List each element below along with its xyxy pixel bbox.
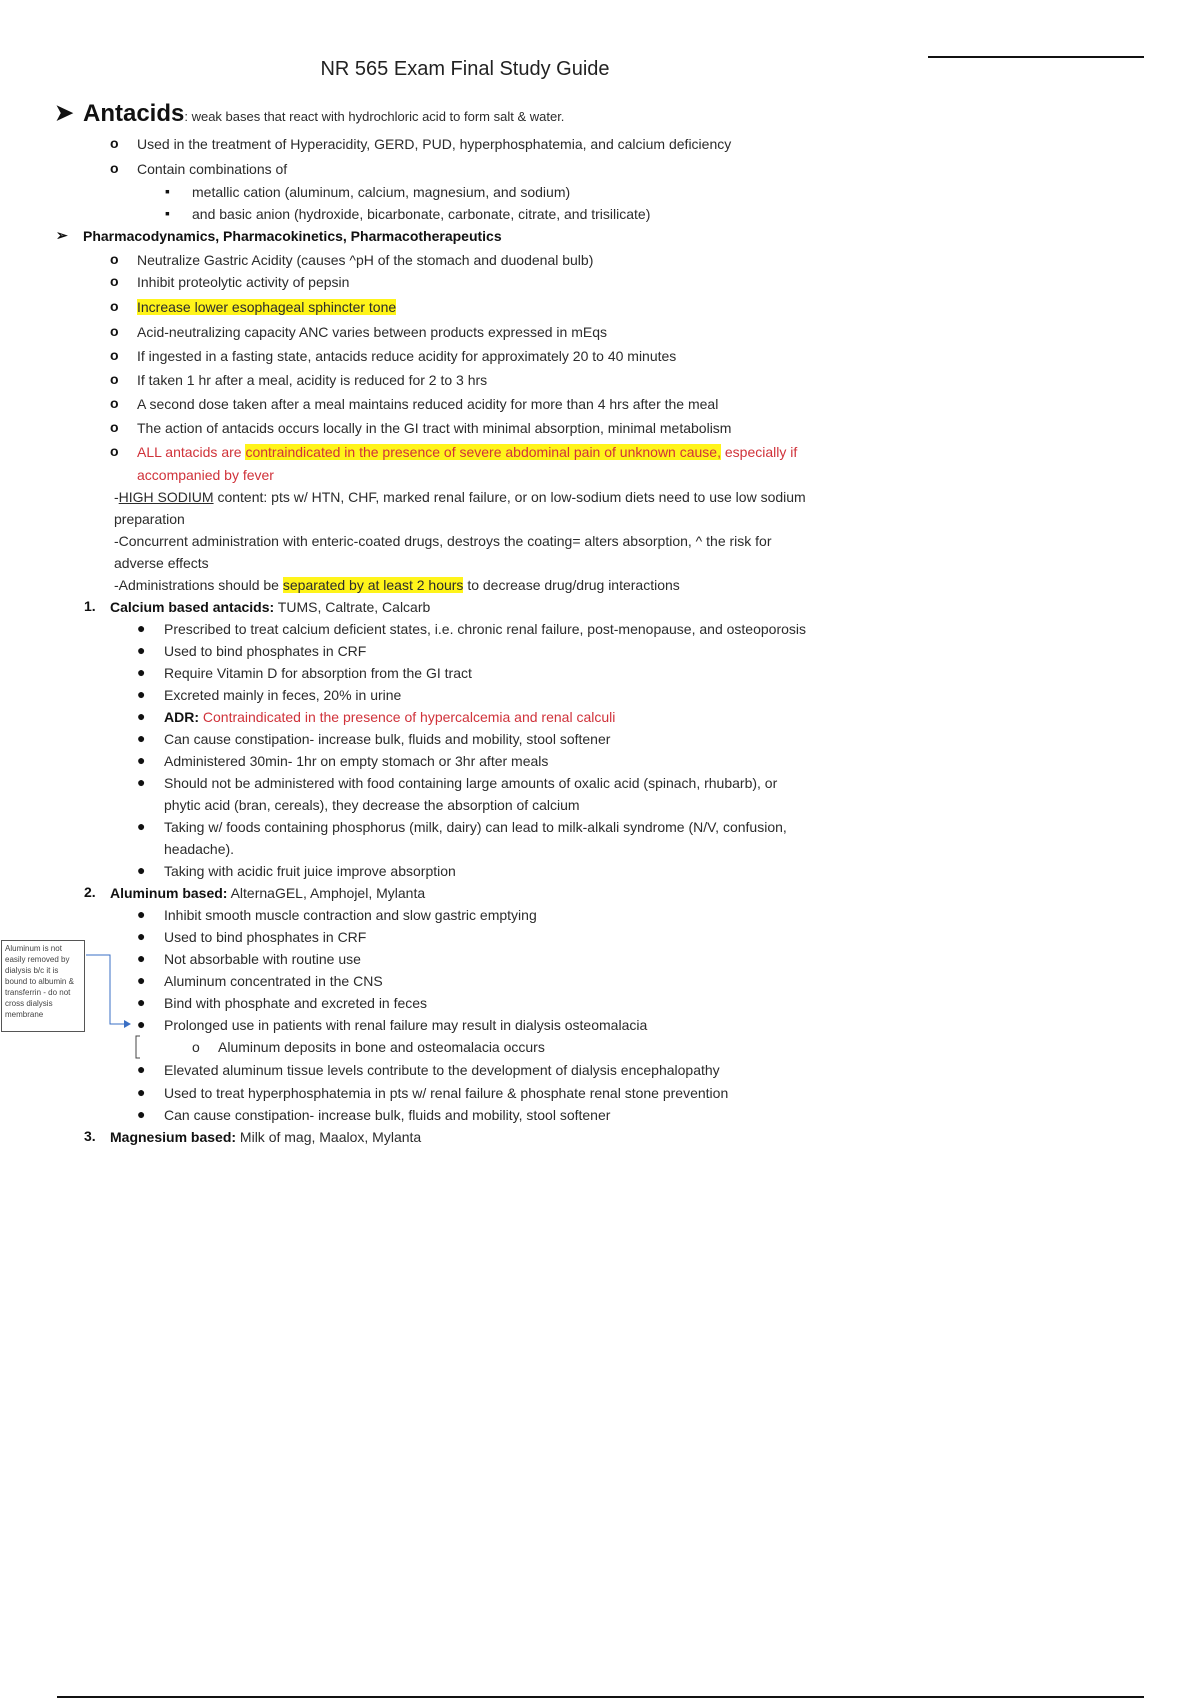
pharm-item: The action of antacids occurs locally in the GI tract with minimal absorption, minimal metabolism bbox=[137, 420, 732, 436]
antacids-contain: Contain combinations of bbox=[137, 161, 288, 177]
o-bullet-icon: o bbox=[110, 371, 119, 387]
sodium-cont: preparation bbox=[114, 511, 185, 527]
aluminum-sub-marker: o bbox=[192, 1039, 200, 1055]
page-title: NR 565 Exam Final Study Guide bbox=[320, 58, 610, 80]
sodium-rest: content: pts w/ HTN, CHF, marked renal failure, or on low-sodium diets need to use low sodium bbox=[213, 489, 806, 505]
bullet-icon: ● bbox=[137, 774, 146, 790]
calcium-phos-cont: headache). bbox=[164, 841, 235, 857]
o-bullet-icon: o bbox=[110, 298, 119, 314]
antacids-cation: metallic cation (aluminum, calcium, magnesium, and sodium) bbox=[192, 184, 571, 200]
aluminum-item: Elevated aluminum tissue levels contribute to the development of dialysis encephalopathy bbox=[164, 1062, 720, 1078]
bullet-icon: ● bbox=[137, 994, 146, 1010]
bullet-icon: ● bbox=[137, 752, 146, 768]
antacids-heading: Antacids bbox=[83, 100, 185, 127]
aluminum-sub: Aluminum deposits in bone and osteomalacia occurs bbox=[218, 1039, 545, 1055]
aluminum-item: Used to bind phosphates in CRF bbox=[164, 929, 367, 945]
calcium-oxalic: Should not be administered with food containing large amounts of oxalic acid (spinach, rhubarb), or bbox=[164, 775, 778, 791]
aluminum-item: Can cause constipation- increase bulk, fluids and mobility, stool softener bbox=[164, 1107, 611, 1123]
arrow-bullet-icon: ➢ bbox=[56, 227, 68, 243]
calcium-oxalic-cont: phytic acid (bran, cereals), they decrease the absorption of calcium bbox=[164, 797, 580, 813]
calcium-item: Can cause constipation- increase bulk, fluids and mobility, stool softener bbox=[164, 731, 611, 747]
bullet-icon: ● bbox=[137, 620, 146, 636]
antacids-desc: : weak bases that react with hydrochloric acid to form salt & water. bbox=[184, 109, 565, 124]
bullet-icon: ● bbox=[137, 950, 146, 966]
bullet-icon: ● bbox=[137, 730, 146, 746]
footer-rule bbox=[57, 1696, 1144, 1698]
bracket-line bbox=[136, 1036, 140, 1058]
concurrent-line: -Concurrent administration with enteric-coated drugs, destroys the coating= alters absorption, ^ the risk for bbox=[114, 533, 772, 549]
square-bullet-icon: ▪ bbox=[165, 183, 170, 199]
bullet-icon: ● bbox=[137, 664, 146, 680]
o-bullet-icon: o bbox=[110, 251, 119, 267]
pharm-heading: Pharmacodynamics, Pharmacokinetics, Pharmacotherapeutics bbox=[83, 228, 502, 244]
o-bullet-icon: o bbox=[110, 323, 119, 339]
antacids-anion: and basic anion (hydroxide, bicarbonate, carbonate, citrate, and trisilicate) bbox=[192, 206, 651, 222]
o-bullet-icon: o bbox=[110, 273, 119, 289]
calcium-brands: TUMS, Caltrate, Calcarb bbox=[274, 599, 431, 615]
admin-highlight: separated by at least 2 hours bbox=[282, 577, 464, 593]
aluminum-item: Prolonged use in patients with renal failure may result in dialysis osteomalacia bbox=[164, 1017, 648, 1033]
calcium-juice: Taking with acidic fruit juice improve absorption bbox=[164, 863, 456, 879]
magnesium-label: Magnesium based: bbox=[110, 1129, 237, 1145]
contra-highlight: contraindicated in the presence of severe abdominal pain of unknown cause, bbox=[245, 444, 721, 460]
calcium-item: Administered 30min- 1hr on empty stomach or 3hr after meals bbox=[164, 753, 549, 769]
calcium-phos: Taking w/ foods containing phosphorus (milk, dairy) can lead to milk-alkali syndrome (N/V, confusion, bbox=[164, 819, 787, 835]
calcium-item: Require Vitamin D for absorption from the GI tract bbox=[164, 665, 472, 681]
bullet-icon: ● bbox=[137, 708, 146, 724]
bullet-icon: ● bbox=[137, 1061, 146, 1077]
admin-pre: -Administrations should be bbox=[114, 577, 283, 593]
pharm-item: Neutralize Gastric Acidity (causes ^pH of the stomach and duodenal bulb) bbox=[137, 252, 594, 268]
aluminum-item: Used to treat hyperphosphatemia in pts w/ renal failure & phosphate renal stone prevention bbox=[164, 1085, 729, 1101]
bullet-icon: ● bbox=[137, 906, 146, 922]
bullet-icon: ● bbox=[137, 1106, 146, 1122]
aluminum-brands: AlternaGEL, Amphojel, Mylanta bbox=[227, 885, 426, 901]
bullet-icon: ● bbox=[137, 642, 146, 658]
sodium-dash: - bbox=[114, 489, 119, 505]
contra-post: especially if bbox=[720, 444, 798, 460]
o-bullet-icon: o bbox=[110, 160, 119, 176]
pharm-item: Inhibit proteolytic activity of pepsin bbox=[137, 274, 350, 290]
aluminum-item: Bind with phosphate and excreted in feces bbox=[164, 995, 428, 1011]
connector-arrow-icon bbox=[124, 1020, 131, 1028]
list-number: 1. bbox=[84, 598, 96, 614]
pharm-item: If taken 1 hr after a meal, acidity is reduced for 2 to 3 hrs bbox=[137, 372, 488, 388]
magnesium-brands: Milk of mag, Maalox, Mylanta bbox=[236, 1129, 422, 1145]
o-bullet-icon: o bbox=[110, 347, 119, 363]
aluminum-item: Aluminum concentrated in the CNS bbox=[164, 973, 383, 989]
bullet-icon: ● bbox=[137, 928, 146, 944]
bullet-icon: ● bbox=[137, 862, 146, 878]
calcium-item: Prescribed to treat calcium deficient states, i.e. chronic renal failure, post-menopause, and osteoporosis bbox=[164, 621, 806, 637]
aluminum-label: Aluminum based: bbox=[110, 885, 228, 901]
bullet-icon: ● bbox=[137, 1016, 146, 1032]
antacids-uses: Used in the treatment of Hyperacidity, GERD, PUD, hyperphosphatemia, and calcium deficiency bbox=[137, 136, 732, 152]
adr-label: ADR: bbox=[164, 709, 199, 725]
margin-comment[interactable]: Aluminum is not easily removed by dialysis b/c it is bound to albumin & transferrin - do not cross dialysis membrane bbox=[1, 940, 85, 1032]
pharm-item: Acid-neutralizing capacity ANC varies between products expressed in mEqs bbox=[137, 324, 608, 340]
calcium-item: Excreted mainly in feces, 20% in urine bbox=[164, 687, 402, 703]
aluminum-item: Not absorbable with routine use bbox=[164, 951, 361, 967]
calcium-item: Used to bind phosphates in CRF bbox=[164, 643, 367, 659]
aluminum-item: Inhibit smooth muscle contraction and slow gastric emptying bbox=[164, 907, 537, 923]
bullet-icon: ● bbox=[137, 686, 146, 702]
calcium-label: Calcium based antacids: bbox=[110, 599, 275, 615]
list-number: 2. bbox=[84, 884, 96, 900]
pharm-item: A second dose taken after a meal maintains reduced acidity for more than 4 hrs after the meal bbox=[137, 396, 719, 412]
bullet-icon: ● bbox=[137, 818, 146, 834]
arrow-bullet-icon: ➤ bbox=[55, 100, 74, 125]
highlight-les-tone: Increase lower esophageal sphincter tone bbox=[137, 299, 397, 315]
sodium-underline: HIGH SODIUM bbox=[118, 489, 214, 505]
o-bullet-icon: o bbox=[110, 443, 119, 459]
o-bullet-icon: o bbox=[110, 135, 119, 151]
contra-pre: ALL antacids are bbox=[137, 444, 246, 460]
admin-post: to decrease drug/drug interactions bbox=[463, 577, 680, 593]
bullet-icon: ● bbox=[137, 1084, 146, 1100]
bullet-icon: ● bbox=[137, 972, 146, 988]
pharm-item: If ingested in a fasting state, antacids reduce acidity for approximately 20 to 40 minutes bbox=[137, 348, 677, 364]
list-number: 3. bbox=[84, 1128, 96, 1144]
concurrent-cont: adverse effects bbox=[114, 555, 209, 571]
adr-text: Contraindicated in the presence of hypercalcemia and renal calculi bbox=[199, 709, 616, 725]
square-bullet-icon: ▪ bbox=[165, 205, 170, 221]
o-bullet-icon: o bbox=[110, 419, 119, 435]
connector-line bbox=[86, 955, 124, 1024]
o-bullet-icon: o bbox=[110, 395, 119, 411]
contraindication-cont: accompanied by fever bbox=[137, 467, 274, 483]
